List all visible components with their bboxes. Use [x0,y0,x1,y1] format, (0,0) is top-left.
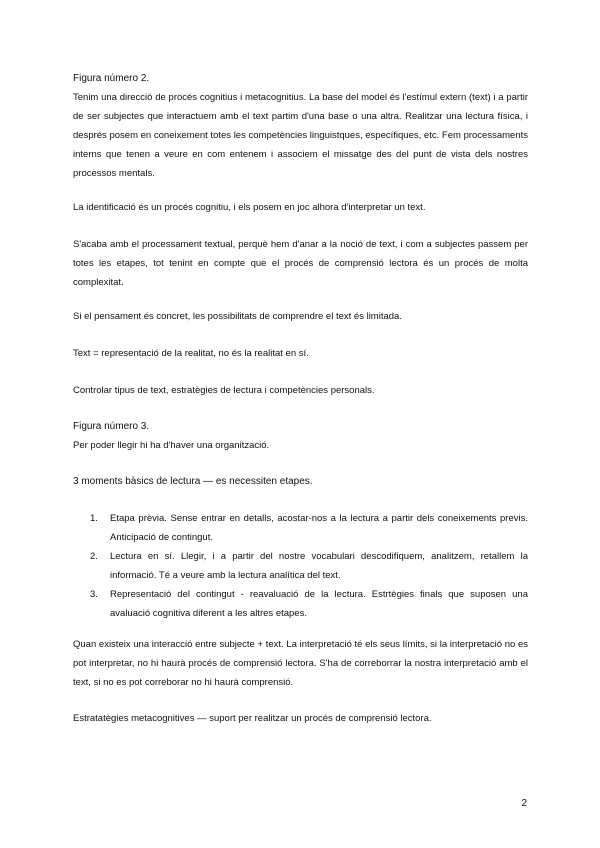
figure-3-paragraph: Per poder llegir hi ha d'haver una organització. [73,440,270,451]
list-item [73,585,528,623]
thought-paragraph: Si el pensament és concret, les possibilitats de comprendre el text és limitada. [73,311,402,322]
reading-moments-heading: 3 moments bàsics de lectura — es necessiten etapes. [73,476,313,487]
control-paragraph: Controlar tipus de text, estratègies de lectura i competències personals. [73,385,375,396]
processing-paragraph: S'acaba amb el processament textual, perquè hem d'anar a la noció de text, i com a subjectes passem per totes les etapes, tot tenint en compte que el procés de comprensió lectora és un procés de molta complexitat. [73,239,528,288]
text-definition-paragraph: Text = representació de la realitat, no és la realitat en sí. [73,348,309,359]
reading-steps-list [73,509,528,623]
list-item-number: 2. [90,551,98,562]
figure-3-title: Figura número 3. [73,421,150,432]
interaction-paragraph: Quan existeix una interacció entre subjecte + text. La interpretació té els seus límits, si la interpretació no es pot interpretar, no hi haurà procés de comprensió lectora. S'ha de correborrar la nostra interpretació amb el text, si no es pot correborar no hi haurà comprensió. [73,639,528,688]
identification-paragraph: La identificació és un procés cognitiu, i els posem en joc alhora d'interpretar un text. [73,202,426,213]
list-item [73,547,528,585]
figure-2-paragraph: Tenim una direcció de procés cognitius i metacognitius. La base del model és l'estímul extern (text) i a partir de ser subjectes que interactuem amb el text partim d'una base o una altra. Realitzar una lectura física, i després posem en coneixement totes les competències linguistques, específiques, etc. Fem processaments interns que tenen a veure en com entenem i associem el missatge des del punt de vista dels nostres processos mentals. [73,92,528,179]
list-item-text: Lectura en sí. Llegir, i a partir del nostre vocabulari descodifiquem, analitzem, retallem la informació. Té a veure amb la lectura analítica del text. [110,551,528,581]
list-item-number: 1. [90,513,98,524]
list-item-text: Representació del contingut - reavaluació de la lectura. Estrtègies finals que suposen una avaluació cognitiva diferent a les altres etapes. [110,589,528,619]
figure-2-title: Figura número 2. [73,73,150,84]
page-number: 2 [521,798,527,809]
list-item-number: 3. [90,589,98,600]
list-item [73,509,528,547]
strategies-paragraph: Estratatègies metacognitives — suport per realitzar un procés de comprensió lectora. [73,713,432,724]
list-item-text: Etapa prèvia. Sense entrar en detalls, acostar-nos a la lectura a partir dels coneixements previs. Anticipació de contingut. [110,513,528,543]
